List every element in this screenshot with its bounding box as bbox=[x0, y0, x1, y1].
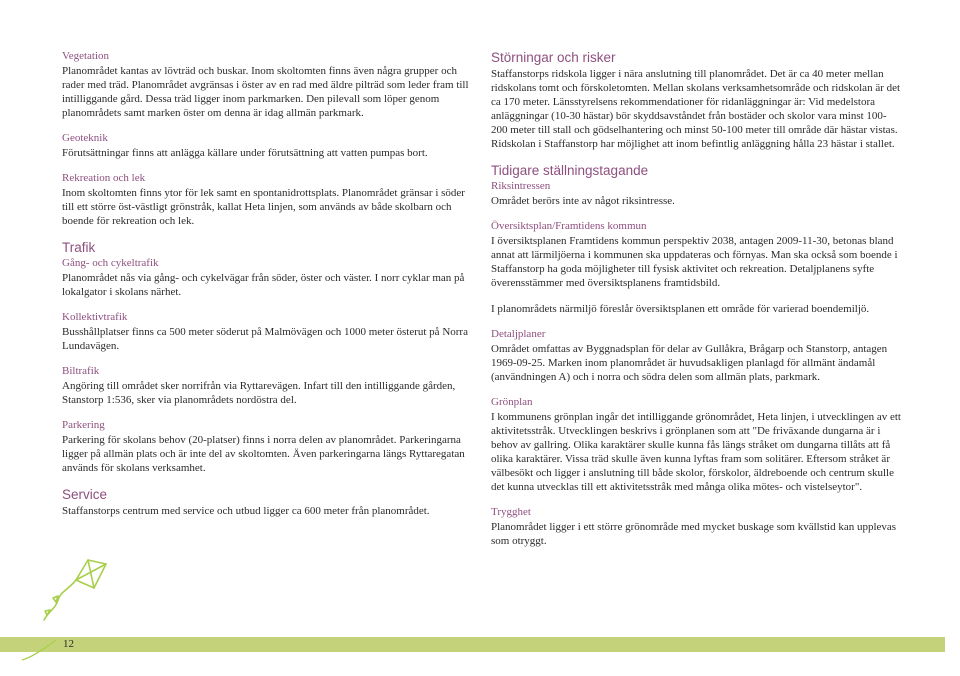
section-subheading: Trygghet bbox=[491, 506, 531, 518]
footer-bar bbox=[0, 637, 945, 652]
footer-swoosh bbox=[20, 630, 60, 670]
section-body: Parkering för skolans behov (20-platser) finns i norra delen av planområdet. Parkeringarna ligger på allmän plats och är inte del av skoltomten. Även parkeringarna längs Ryttaregatan används för skolans verksamhet. bbox=[62, 434, 465, 474]
section-right-2 bbox=[491, 220, 903, 290]
left-column bbox=[62, 50, 474, 530]
section-body: Staffanstorps ridskola ligger i nära anslutning till planområdet. Det är ca 40 meter mellan ridskolans tomt och förskoletomten. Mellan skolans verksamhetsområde och ridskolan är det ca 170 meter. Länsstyrelsens rekommendationer för ridanläggningar är: Vid medelstora anläggningar (10-30 hästar) bör skyddsavståndet från bostäder och skolor vara minst 100-200 meter till stall och gödselhantering och minst 50-100 meter till område där hästar vistas. Ridskolan i Staffanstorp har möjlighet att inom befintlig anläggning hålla 23 hästar i stallet. bbox=[491, 68, 901, 150]
section-left-0 bbox=[62, 50, 474, 120]
section-subheading: Riksintressen bbox=[491, 180, 551, 192]
section-body: I översiktsplanen Framtidens kommun perspektiv 2038, antagen 2009-11-30, betonas bland annat att lärmiljöerna i kommunen ska uppdateras och förnyas. Man ska också som boende i Staffanstorp ha goda möjligheter till fysisk aktivitet och rekreation. Detaljplanens syfte överensstämmer med översiktsplanens framtidsbild. bbox=[491, 235, 898, 289]
section-right-3 bbox=[491, 302, 903, 316]
section-body: Inom skoltomten finns ytor för lek samt en spontanidrottsplats. Planområdet gränsar i söder till ett större öst-västligt grönstråk, kallat Heta linjen, som används av både skolbarn och boende för rekreation och lek. bbox=[62, 187, 465, 227]
section-body: I kommunens grönplan ingår det intilliggande grönområdet, Heta linjen, i utvecklingen av ett aktivitetsstråk. Utvecklingen beskrivs i grönplanen som att "De friväxande dungarna är i behov av gallring. Olika karaktärer skulle kunna fås längs stråket om dungarna tillåts att få olika karaktärer. Vissa träd skulle även kunna lyftas fram som solitärer. Eftersom stråket är välbesökt och ligger i anslutning till både skolor, förskolor, äldreboende och centrum skulle det kunna utvecklas till ett aktivitetsstråk med många olika mötes- och vistelseytor". bbox=[491, 411, 901, 493]
section-subheading: Rekreation och lek bbox=[62, 172, 146, 184]
section-heading: Störningar och risker bbox=[491, 50, 616, 65]
section-subheading: Grönplan bbox=[491, 396, 533, 408]
section-body: I planområdets närmiljö föreslår översiktsplanen ett område för varierad boendemiljö. bbox=[491, 303, 870, 315]
section-body: Angöring till området sker norrifrån via Ryttarevägen. Infart till den intilliggande gården, Stanstorp 1:536, sker via planområdets nordöstra del. bbox=[62, 380, 456, 406]
section-subheading: Gång- och cykeltrafik bbox=[62, 257, 159, 269]
section-right-0 bbox=[491, 50, 903, 151]
section-body: Förutsättningar finns att anlägga källare under förutsättning att vatten pumpas bort. bbox=[62, 147, 428, 159]
section-right-6 bbox=[491, 506, 903, 548]
section-body: Planområdet ligger i ett större grönområde med mycket buskage som kvällstid kan upplevas som otryggt. bbox=[491, 521, 897, 547]
section-left-1 bbox=[62, 132, 474, 160]
section-body: Området berörs inte av något riksintresse. bbox=[491, 195, 675, 207]
section-right-4 bbox=[491, 328, 903, 384]
section-body: Området omfattas av Byggnadsplan för delar av Gullåkra, Brågarp och Stanstorp, antagen 1969-09-25. Marken inom planområdet är huvudsakligen planlagd för allmänt ändamål (användningen A) och i norra och södra delen som allmän plats, parkmark. bbox=[491, 343, 888, 383]
section-heading: Trafik bbox=[62, 240, 96, 255]
section-heading: Service bbox=[62, 487, 108, 502]
section-subheading: Kollektivtrafik bbox=[62, 311, 128, 323]
section-left-2 bbox=[62, 172, 474, 228]
right-column bbox=[491, 50, 903, 560]
page-number: 12 bbox=[63, 638, 74, 650]
section-body: Planområdet nås via gång- och cykelvägar från söder, öster och väster. I norr cyklar man på lokalgator i skolans närhet. bbox=[62, 272, 465, 298]
section-left-4 bbox=[62, 311, 474, 353]
section-right-5 bbox=[491, 396, 903, 494]
section-left-7 bbox=[62, 487, 474, 518]
section-body: Busshållplatser finns ca 500 meter söderut på Malmövägen och 1000 meter österut på Norra Lundavägen. bbox=[62, 326, 468, 352]
section-subheading: Vegetation bbox=[62, 50, 110, 62]
section-subheading: Parkering bbox=[62, 419, 105, 431]
section-right-1 bbox=[491, 163, 903, 208]
section-heading: Tidigare ställningstagande bbox=[491, 163, 649, 178]
section-body: Staffanstorps centrum med service och utbud ligger ca 600 meter från planområdet. bbox=[62, 505, 430, 517]
kite-icon bbox=[30, 550, 120, 630]
section-subheading: Översiktsplan/Framtidens kommun bbox=[491, 220, 647, 232]
section-left-3 bbox=[62, 240, 474, 299]
section-subheading: Biltrafik bbox=[62, 365, 100, 377]
section-subheading: Detaljplaner bbox=[491, 328, 546, 340]
section-body: Planområdet kantas av lövträd och buskar. Inom skoltomten finns även några grupper och rader med träd. Planområdet avgränsas i öster av en rad med äldre pilträd som leder fram till intilliggande gård. Dessa träd ligger inom parkmarken. Den pilevall som löper genom planområdets samt marken öster om denna är idag allmän parkmark. bbox=[62, 65, 469, 119]
section-left-5 bbox=[62, 365, 474, 407]
section-left-6 bbox=[62, 419, 474, 475]
section-subheading: Geoteknik bbox=[62, 132, 108, 144]
